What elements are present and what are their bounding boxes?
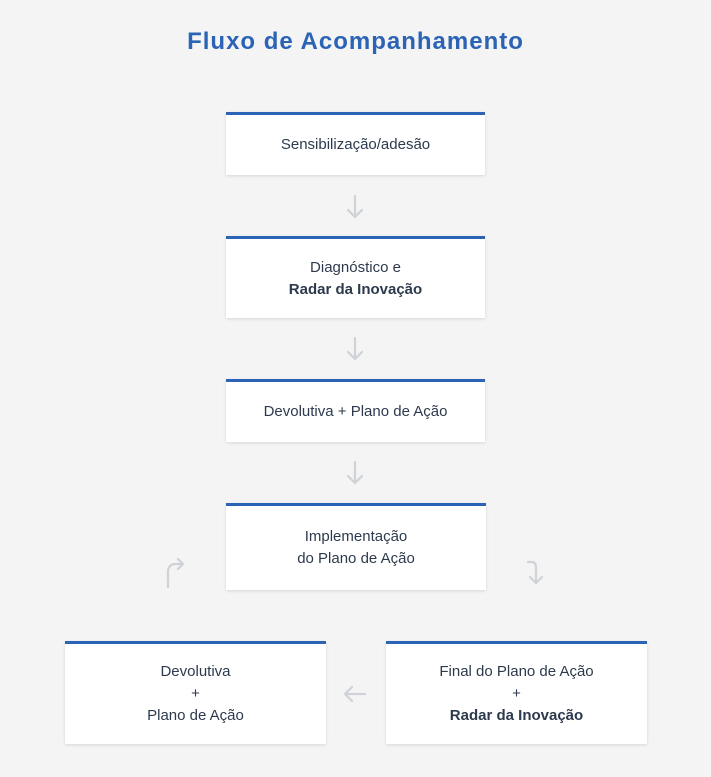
- step-diagnostico: [226, 236, 485, 318]
- step-label: Devolutiva + Plano de Ação: [263, 403, 448, 420]
- step-label: Final do Plano de Ação: [439, 663, 594, 680]
- step-sensibilizacao: [226, 112, 485, 175]
- step-label: Sensibilização/adesão: [280, 136, 431, 153]
- step-label-bold: Radar da Inovação: [288, 280, 423, 298]
- diagram-title: Fluxo de Acompanhamento: [187, 28, 524, 55]
- step-label-bold: Radar da Inovação: [449, 707, 584, 724]
- arrow-down-icon: [345, 194, 365, 220]
- step-label: do Plano de Ação: [297, 550, 415, 567]
- step-label: +: [512, 685, 521, 702]
- step-label: +: [191, 685, 200, 702]
- step-devolutiva-final: [65, 641, 326, 744]
- step-label: Implementação: [304, 528, 408, 545]
- curved-arrow-down-icon: [522, 558, 548, 588]
- step-label: Plano de Ação: [147, 707, 244, 724]
- step-implementacao: [226, 503, 486, 590]
- step-devolutiva-plano: [226, 379, 485, 442]
- arrow-left-icon: [342, 684, 368, 704]
- step-final-plano: [386, 641, 647, 744]
- arrow-down-icon: [345, 336, 365, 362]
- step-label: Diagnóstico e: [310, 258, 401, 276]
- arrow-down-icon: [345, 460, 365, 486]
- curved-arrow-up-right-icon: [162, 556, 188, 590]
- step-label: Devolutiva: [160, 663, 231, 680]
